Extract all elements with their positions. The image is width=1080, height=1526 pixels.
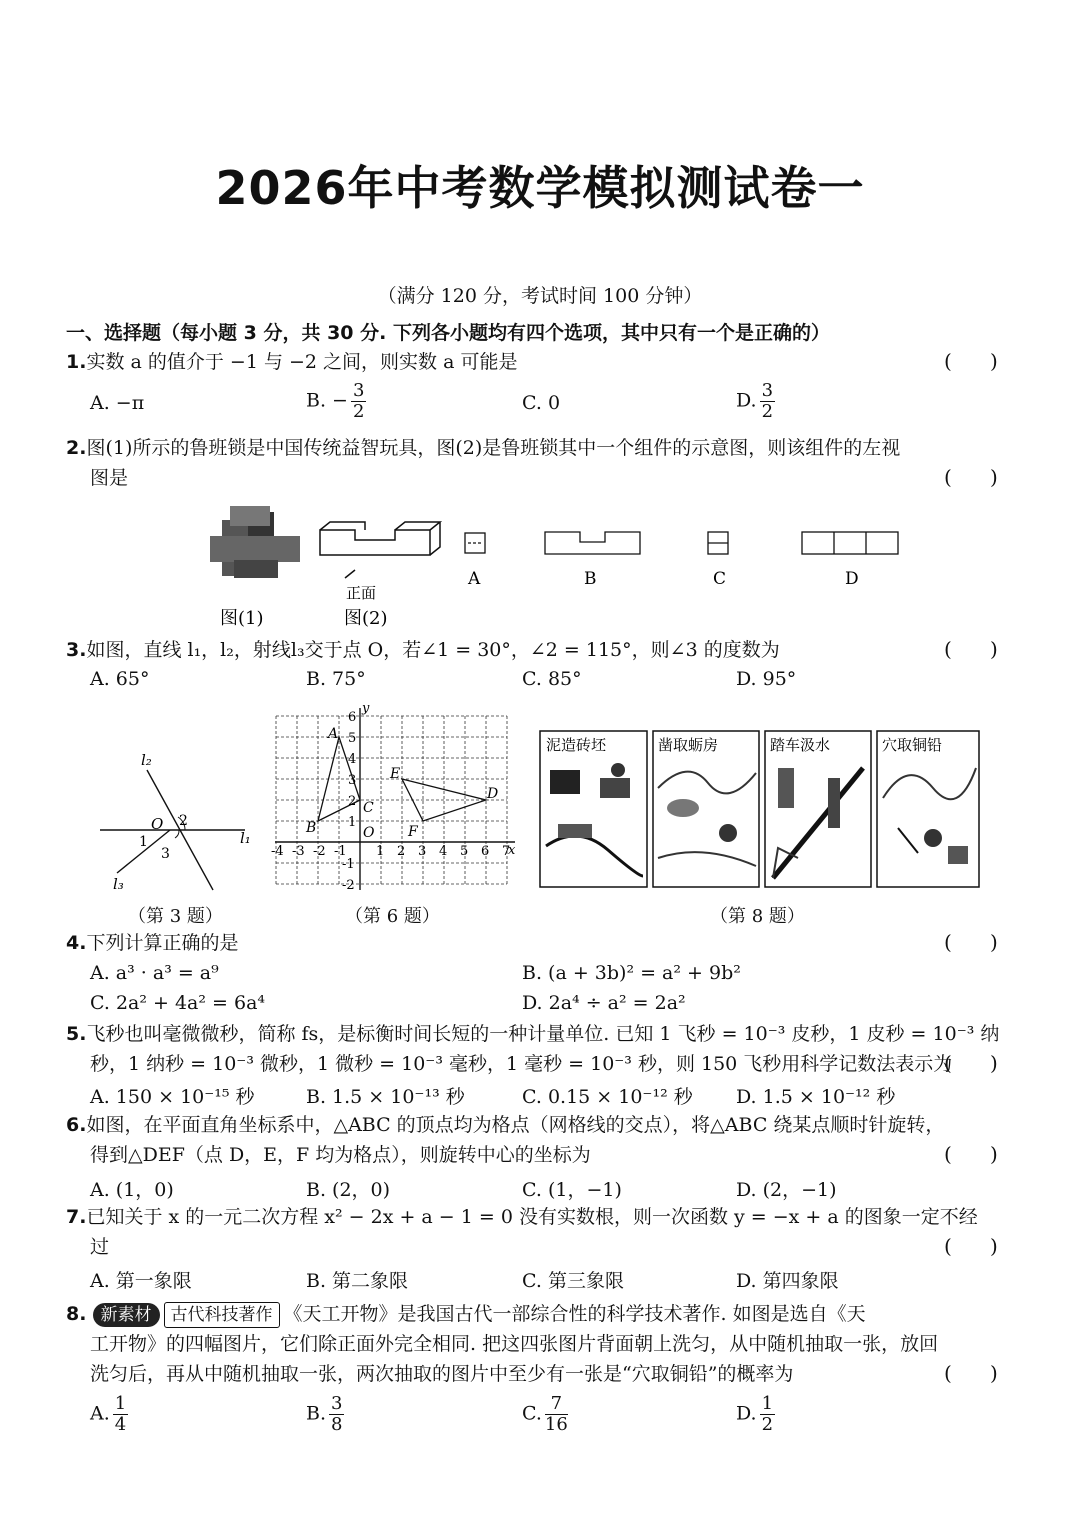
denominator: 2: [761, 401, 774, 422]
point-e: E: [390, 766, 401, 782]
question-5: [66, 1022, 999, 1046]
y-tick-label: -1: [342, 857, 355, 872]
fraction: [760, 1394, 775, 1435]
question-text-cont: 得到△DEF（点 D，E，F 均为格点），则旋转中心的坐标为: [90, 1144, 591, 1166]
answer-blank: ( ): [944, 637, 998, 661]
view-d: [802, 532, 898, 554]
y-tick-label: 2: [348, 794, 357, 809]
numerator: 7: [545, 1394, 568, 1415]
point-f: F: [408, 824, 418, 840]
fraction: [329, 1394, 344, 1435]
section-heading: 一、选择题（每小题 3 分，共 30 分. 下列各小题均有四个选项，其中只有一个是正确的）: [66, 322, 830, 344]
answer-blank: ( ): [944, 1142, 998, 1166]
numerator: 3: [761, 380, 774, 401]
option-d: D. (2，−1): [736, 1179, 837, 1201]
component-diagram: [320, 522, 440, 555]
fraction: [545, 1394, 568, 1435]
question-2: [66, 436, 900, 460]
fig2-caption: 图(2): [344, 608, 388, 629]
x-tick-label: -2: [313, 844, 326, 859]
question-6: [66, 1113, 944, 1137]
question-number: 8.: [66, 1303, 87, 1325]
panel-1-title: 泥造砖坯: [546, 736, 607, 754]
label-o: O: [151, 815, 164, 833]
panel-3: [765, 731, 871, 887]
figure-q8-images: [538, 728, 983, 893]
option-a: A. 150 × 10⁻¹⁵ 秒: [90, 1086, 255, 1108]
question-text-cont: 工开物》的四幅图片，它们除正面外完全相同. 把这四张图片背面朝上洗匀，从中随机抽取一张，放回: [90, 1333, 939, 1355]
y-ticks: [342, 710, 356, 893]
option-label: D.: [736, 389, 757, 412]
question-number: 4.: [66, 932, 87, 954]
numerator: 3: [331, 1393, 343, 1414]
option-d: D. 2a⁴ ÷ a² = 2a²: [522, 992, 686, 1014]
y-tick-label: 6: [348, 710, 357, 725]
label-a: A: [468, 569, 481, 589]
arrow-icon: [345, 570, 355, 578]
label-l2: l₂: [141, 751, 152, 769]
option-c: C. (1，−1): [522, 1179, 622, 1201]
tag-new-material: 新素材: [93, 1303, 160, 1327]
option-d: D. 第四象限: [736, 1270, 839, 1292]
numerator: 3: [352, 380, 365, 401]
fig3-caption: （第 3 题）: [128, 906, 223, 927]
option-b: [306, 381, 366, 422]
question-text: 下列计算正确的是: [86, 932, 239, 954]
question-text: 飞秒也叫毫微微秒，简称 fs，是标衡时间长短的一种计量单位. 已知 1 飞秒 = 10⁻³ 皮秒，1 皮秒 = 10⁻³ 纳: [86, 1023, 1000, 1045]
view-a: [465, 533, 485, 553]
option-label: A.: [90, 1402, 110, 1425]
question-3: [66, 638, 780, 662]
arc: [175, 830, 179, 838]
point-c: C: [363, 800, 374, 816]
front-label: 正面: [346, 584, 377, 602]
denominator: 2: [761, 1414, 774, 1435]
option-b: B. 第二象限: [306, 1270, 409, 1292]
x-tick-label: 7: [502, 844, 511, 859]
option-a: A. 65°: [90, 668, 150, 690]
option-label: D.: [736, 1402, 757, 1425]
x-tick-label: -1: [334, 844, 347, 859]
angle-1: 1: [139, 834, 148, 850]
question-text: 已知关于 x 的一元二次方程 x² − 2x + a − 1 = 0 没有实数根，则一次函数 y = −x + a 的图象一定不经: [86, 1206, 978, 1228]
answer-blank: ( ): [944, 1051, 998, 1075]
option-b: B. 1.5 × 10⁻¹³ 秒: [306, 1086, 465, 1108]
fraction: [351, 381, 366, 422]
x-label: x: [508, 843, 516, 858]
label-b: B: [584, 569, 597, 589]
x-tick-label: 5: [460, 844, 469, 859]
point-d: D: [487, 786, 499, 802]
x-tick-label: 3: [418, 844, 427, 859]
option-c: C. 0.15 × 10⁻¹² 秒: [522, 1086, 693, 1108]
option-c: [522, 1394, 568, 1435]
panel-2: [653, 731, 759, 887]
answer-blank: ( ): [944, 930, 998, 954]
luban-lock-image: [210, 506, 300, 578]
angle-3: 3: [161, 846, 170, 862]
question-text: 图(1)所示的鲁班锁是中国传统益智玩具，图(2)是鲁班锁其中一个组件的示意图，则该组件的左视: [86, 437, 901, 459]
question-number: 7.: [66, 1206, 87, 1228]
label-l3: l₃: [113, 875, 124, 893]
option-c: C. 2a² + 4a² = 6a⁴: [90, 992, 266, 1014]
option-label: C.: [522, 1402, 542, 1425]
option-d: [736, 1394, 775, 1435]
x-ticks: [271, 844, 510, 859]
panel-4-title: 穴取铜铅: [882, 736, 943, 754]
fraction: [760, 381, 775, 422]
question-text-cont: 图是: [90, 467, 129, 489]
question-8: [66, 1302, 866, 1328]
view-c: [708, 532, 728, 554]
option-a: A. a³ · a³ = a⁹: [90, 962, 219, 984]
question-text: 《天工开物》是我国古代一部综合性的科学技术著作. 如图是选自《天: [283, 1303, 866, 1325]
question-number: 5.: [66, 1023, 87, 1045]
answer-blank: ( ): [944, 349, 998, 373]
x-tick-label: -3: [292, 844, 305, 859]
option-a: A. −π: [90, 392, 145, 414]
panel-4: [877, 731, 979, 887]
denominator: 4: [114, 1414, 127, 1435]
question-number: 3.: [66, 639, 87, 661]
question-1: [66, 350, 517, 374]
fraction: [113, 1394, 128, 1435]
tag-category: 古代科技著作: [164, 1302, 280, 1328]
numerator: 1: [114, 1393, 127, 1414]
label-c: C: [713, 569, 727, 589]
option-c: C. 0: [522, 392, 561, 414]
y-label: y: [362, 701, 370, 716]
option-label: B.: [306, 1402, 327, 1425]
question-4: [66, 931, 238, 955]
fig1-caption: 图(1): [220, 608, 264, 629]
y-tick-label: 5: [348, 731, 357, 746]
question-text: 如图，直线 l₁，l₂，射线l₃交于点 O，若∠1 = 30°，∠2 = 115°，则∠3 的度数为: [86, 639, 780, 661]
panel-3-title: 踏车汲水: [770, 736, 831, 754]
answer-blank: ( ): [944, 1234, 998, 1258]
fig8-caption: （第 8 题）: [710, 906, 805, 927]
question-7: [66, 1205, 978, 1229]
option-d: D. 1.5 × 10⁻¹² 秒: [736, 1086, 896, 1108]
question-text: 如图，在平面直角坐标系中，△ABC 的顶点均为格点（网格线的交点），将△ABC 绕某点顺时针旋转，: [86, 1114, 945, 1136]
denominator: 2: [352, 401, 365, 422]
grid-lines: [276, 716, 507, 884]
page-title: 2026年中考数学模拟测试卷一: [215, 161, 865, 215]
option-b: B. (a + 3b)² = a² + 9b²: [522, 962, 741, 984]
option-a: A. (1，0): [90, 1179, 174, 1201]
option-c: C. 第三象限: [522, 1270, 624, 1292]
x-tick-label: 6: [481, 844, 490, 859]
subtitle: （满分 120 分，考试时间 100 分钟）: [377, 285, 703, 307]
x-tick-label: -4: [271, 844, 284, 859]
option-a: [90, 1394, 128, 1435]
figure-q6-grid: [270, 700, 520, 895]
option-c: C. 85°: [522, 668, 582, 690]
answer-blank: ( ): [944, 465, 998, 489]
x-tick-label: 2: [397, 844, 406, 859]
option-b: [306, 1394, 344, 1435]
option-b: B. 75°: [306, 668, 366, 690]
question-number: 1.: [66, 351, 87, 373]
option-d: [736, 381, 775, 422]
label-d: D: [845, 569, 859, 589]
y-tick-label: 4: [348, 752, 357, 767]
figure-q3: [95, 745, 270, 895]
option-a: A. 第一象限: [90, 1270, 192, 1292]
question-text: 实数 a 的值介于 −1 与 −2 之间，则实数 a 可能是: [86, 351, 518, 373]
denominator: 8: [331, 1414, 343, 1435]
fig6-caption: （第 6 题）: [345, 906, 440, 927]
origin-o: O: [363, 825, 375, 841]
angle-2: 2: [179, 813, 188, 829]
x-tick-label: 1: [376, 844, 385, 859]
option-d: D. 95°: [736, 668, 797, 690]
answer-blank: ( ): [944, 1361, 998, 1385]
y-tick-label: 1: [348, 815, 357, 830]
question-text-cont: 秒，1 纳秒 = 10⁻³ 微秒，1 微秒 = 10⁻³ 毫秒，1 毫秒 = 10⁻³ 秒，则 150 飞秒用科学记数法表示为: [90, 1053, 953, 1075]
y-tick-label: -2: [342, 878, 355, 893]
question-number: 2.: [66, 437, 87, 459]
y-tick-label: 3: [348, 773, 357, 788]
label-l1: l₁: [240, 829, 251, 847]
question-text-cont: 过: [90, 1236, 110, 1258]
option-b: B. (2，0): [306, 1179, 391, 1201]
point-b: B: [306, 820, 317, 836]
option-label: B. −: [306, 389, 348, 412]
denominator: 16: [544, 1414, 568, 1435]
question-text-cont: 洗匀后，再从中随机抽取一张，两次抽取的图片中至少有一张是“穴取铜铅”的概率为: [90, 1363, 794, 1385]
question-number: 6.: [66, 1114, 87, 1136]
x-tick-label: 4: [439, 844, 448, 859]
numerator: 1: [761, 1393, 774, 1414]
view-b: [545, 532, 640, 554]
panel-1: [540, 731, 647, 887]
q2-figures: [200, 500, 920, 635]
point-a: A: [328, 726, 339, 742]
panel-2-title: 凿取蛎房: [658, 736, 719, 754]
